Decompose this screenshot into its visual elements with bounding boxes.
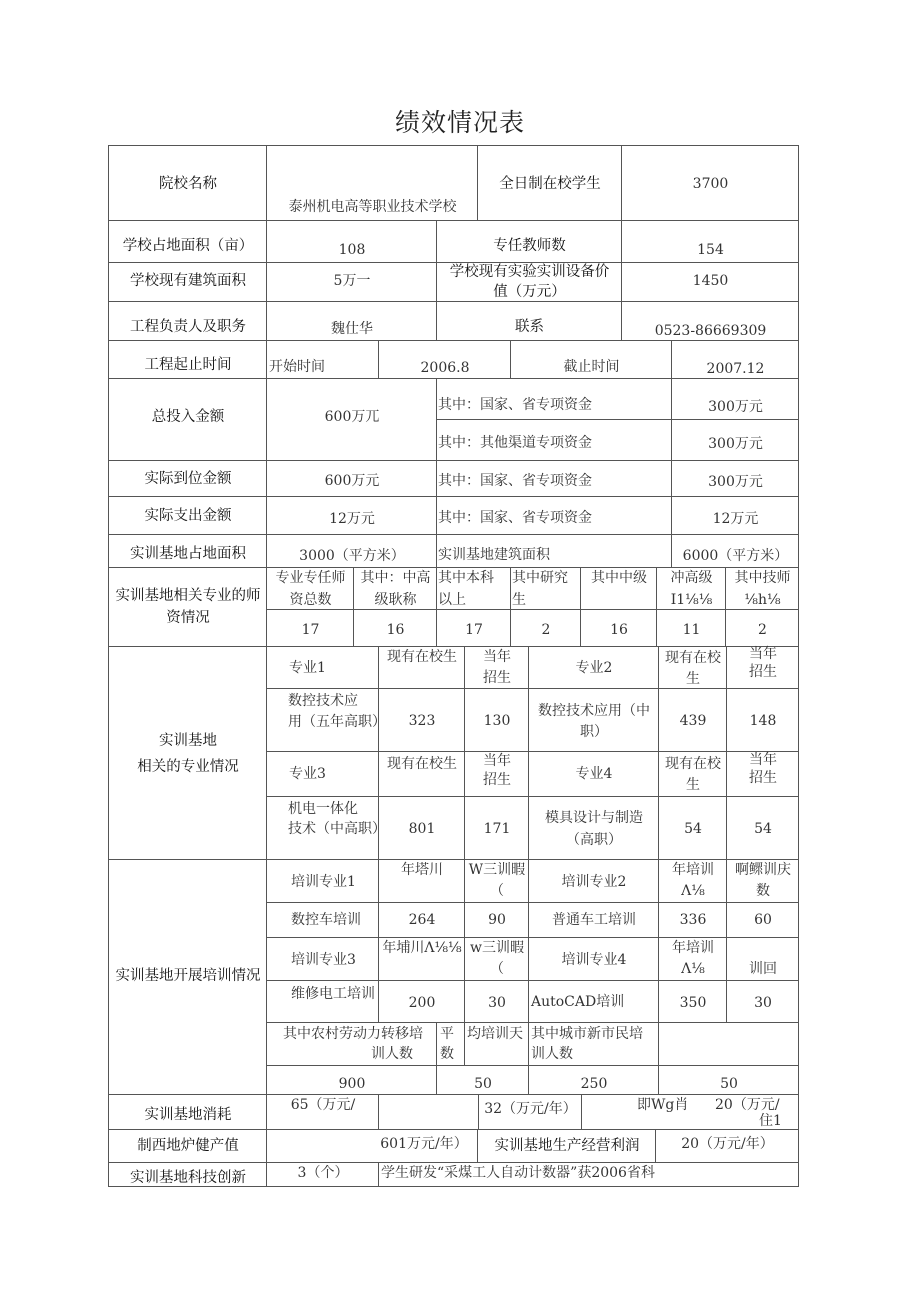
investment-sub1-value: 300万元: [708, 399, 763, 415]
base-build-label: 实训基地建筑面积: [438, 547, 550, 563]
arrived-sub-label: 其中：国家、省专项资金: [438, 473, 592, 489]
spent-sub-value: 12万元: [712, 511, 759, 527]
training-header: 年埔川Λ⅛⅛: [382, 940, 462, 956]
major-name: （高职）: [566, 832, 622, 848]
rural-value: 900: [338, 1076, 366, 1092]
end-time-label: 截止时间: [563, 359, 620, 375]
major-value: 171: [483, 821, 511, 837]
equipment-value: 1450: [692, 273, 729, 289]
land-value: 108: [338, 242, 366, 258]
land-label: 学校占地面积（亩）: [122, 238, 254, 254]
rural-label: 训人数: [371, 1046, 413, 1062]
equipment-label-2: 值（万元）: [493, 284, 566, 300]
major-header: 专业4: [575, 766, 613, 782]
major-value: 801: [408, 821, 436, 837]
training-header: 数: [756, 883, 770, 899]
major-header: 现有在校: [665, 756, 721, 772]
major-value: 54: [754, 821, 772, 837]
major-header: 当年: [749, 752, 777, 768]
faculty-header: I1⅛⅛: [670, 592, 713, 608]
period-label: 工程起止时间: [144, 357, 232, 373]
profit-value: 20（万元/年）: [681, 1136, 774, 1152]
training-label: 实训基地开展培训情况: [115, 968, 261, 984]
urban-avg-value: 50: [720, 1076, 738, 1092]
major-name: 职）: [580, 724, 608, 740]
major-header: 专业1: [289, 660, 326, 676]
faculty-header: 生: [512, 592, 526, 608]
cell: [528, 688, 659, 752]
faculty-header: 其中中级: [591, 570, 647, 586]
major-header: 招生: [749, 770, 777, 786]
major-value: 148: [749, 713, 777, 729]
innovation-label: 实训基地科技创新: [130, 1170, 246, 1186]
cell: [108, 567, 267, 647]
training-header: 年培训: [672, 862, 714, 878]
training-value: 30: [754, 995, 772, 1011]
investment-sub2-value: 300万元: [708, 436, 763, 452]
cell: [528, 796, 659, 860]
major-header: 现有在校生: [387, 756, 457, 772]
training-name: 维修电工培训: [291, 986, 375, 1002]
investment-value: 600万兀: [324, 409, 380, 425]
training-header: 培训专业2: [561, 874, 627, 890]
faculty-header: 级耿称: [374, 592, 417, 608]
cell: [658, 1022, 799, 1066]
faculty-value: 16: [610, 622, 628, 638]
faculty-value: 16: [386, 622, 405, 638]
training-value: 200: [408, 995, 436, 1011]
rural-label: 其中农村劳动力转移培: [283, 1026, 423, 1042]
faculty-value: 17: [465, 622, 483, 638]
base-area-value: 3000（平方米）: [299, 548, 405, 564]
consumption-value: 65（万元/: [290, 1097, 356, 1113]
major-name: 技术（中高职）: [288, 821, 386, 837]
faculty-header: 资总数: [289, 592, 332, 608]
training-name: AutoCAD培训: [531, 994, 625, 1010]
investment-label: 总投入金额: [151, 409, 225, 425]
major-header: 生: [686, 671, 700, 687]
avg-label: 平: [440, 1026, 454, 1042]
school-name-label: 院校名称: [159, 176, 217, 192]
consumption-value: 即Wg肖: [637, 1097, 689, 1113]
faculty-header: 专业专任师: [275, 570, 346, 586]
major-name: 机电一体化: [288, 801, 358, 817]
majors-label-1: 实训基地: [159, 733, 217, 749]
training-header: （: [490, 883, 504, 899]
output-label: 制西地炉健产值: [137, 1138, 239, 1154]
training-value: 30: [488, 995, 506, 1011]
spent-value: 12万元: [329, 511, 375, 527]
training-header: 啊鳏训庆: [735, 862, 791, 878]
base-build-value: 6000（平方米）: [682, 548, 789, 564]
training-name: 普通车工培训: [552, 912, 636, 928]
training-header: 年塔川: [401, 862, 443, 878]
faculty-label-1: 实训基地相关专业的师: [115, 588, 261, 604]
major-name: 数控技术应: [288, 693, 358, 709]
urban-label: 训人数: [531, 1046, 573, 1062]
faculty-header: 以上: [438, 592, 466, 608]
training-value: 336: [679, 912, 707, 928]
training-header: 训回: [749, 961, 777, 977]
investment-sub2-label: 其中：其他渠道专项资金: [438, 435, 592, 451]
profit-label: 实训基地生产经营利润: [494, 1138, 640, 1154]
major-header: 现有在校生: [387, 649, 457, 665]
major-header: 招生: [749, 664, 777, 680]
major-header: 当年: [483, 649, 511, 665]
major-name: 数控技术应用（中: [538, 703, 650, 719]
leader-value: 魏仕华: [331, 321, 373, 337]
faculty-header: 其中：中高: [360, 570, 431, 586]
cell: [378, 1094, 479, 1130]
training-value: 90: [488, 912, 506, 928]
training-value: 60: [754, 912, 772, 928]
performance-table: [109, 146, 800, 1187]
training-header: 年培训: [672, 940, 714, 956]
majors-label-2: 相关的专业情况: [137, 759, 239, 775]
spent-sub-label: 其中：国家、省专项资金: [438, 510, 592, 526]
training-header: Λ⅛: [681, 883, 705, 899]
urban-value: 250: [580, 1076, 608, 1092]
arrived-label: 实际到位金额: [144, 471, 232, 487]
end-time-value: 2007.12: [706, 361, 765, 377]
training-header: 培训专业4: [561, 952, 627, 968]
consumption-value: 32（万元/年）: [484, 1101, 577, 1117]
training-header: 培训专业1: [291, 874, 356, 890]
contact-label: 联系: [515, 319, 544, 335]
major-header: 当年: [483, 753, 511, 769]
building-value: 5万一: [333, 273, 371, 289]
training-header: Λ⅛: [681, 961, 705, 977]
major-value: 439: [679, 713, 707, 729]
teachers-label: 专任教师数: [493, 238, 566, 254]
urban-label: 其中城市新市民培: [531, 1026, 643, 1042]
investment-sub1-label: 其中：国家、省专项资金: [438, 397, 592, 413]
teachers-value: 154: [697, 242, 724, 258]
consumption-value: 住1: [759, 1113, 782, 1129]
major-value: 130: [483, 713, 511, 729]
major-header: 当年: [749, 646, 777, 662]
major-header: 专业2: [575, 660, 613, 676]
training-header: w三训暇: [470, 940, 524, 956]
faculty-header: 其中本科: [438, 570, 494, 586]
school-name-value: 泰州机电高等职业技术学校: [288, 199, 457, 215]
start-time-value: 2006.8: [420, 360, 470, 376]
faculty-value: 2: [541, 622, 551, 638]
building-label: 学校现有建筑面积: [130, 273, 246, 289]
major-header: 现有在校: [665, 650, 721, 666]
training-header: （: [490, 961, 504, 977]
innovation-value: 3（个）: [297, 1165, 349, 1181]
arrived-value: 600万元: [324, 473, 380, 489]
base-area-label: 实训基地占地面积: [130, 546, 246, 562]
faculty-header: 其中研究: [512, 570, 568, 586]
major-header: 招生: [483, 772, 511, 788]
avg-label: 数: [440, 1046, 454, 1062]
output-value: 601万元/年）: [380, 1136, 468, 1152]
faculty-header: 其中技师: [734, 570, 791, 586]
students-value: 3700: [692, 176, 729, 192]
faculty-value: 11: [682, 622, 701, 638]
avg-days-label: 均培训天: [467, 1026, 523, 1042]
training-header: W三训暇: [468, 862, 526, 878]
faculty-header: 冲高级: [670, 570, 713, 586]
equipment-label-1: 学校现有实验实训设备价: [449, 264, 610, 280]
cell: [108, 646, 267, 860]
training-header: 培训专业3: [291, 952, 356, 968]
major-header: 专业3: [289, 766, 326, 782]
contact-value: 0523-86669309: [654, 323, 767, 339]
training-name: 数控车培训: [291, 912, 361, 928]
consumption-label: 实训基地消耗: [144, 1107, 232, 1123]
major-header: 生: [686, 777, 700, 793]
faculty-value: 17: [301, 622, 320, 638]
consumption-value: 20（万元/: [715, 1097, 780, 1113]
innovation-desc: 学生研发“采煤工人自动计数器”获2006省科: [381, 1165, 655, 1181]
arrived-sub-value: 300万元: [708, 474, 763, 490]
spent-label: 实际支出金额: [144, 508, 232, 524]
training-value: 350: [679, 995, 707, 1011]
start-time-label: 开始时间: [269, 359, 325, 375]
major-name: 模具设计与制造: [545, 810, 643, 826]
faculty-value: 2: [758, 622, 767, 638]
avg-value: 50: [474, 1076, 492, 1092]
page-title: 绩效情况表: [394, 108, 525, 137]
major-name: 用（五年高职）: [288, 714, 386, 730]
faculty-label-2: 资情况: [166, 610, 210, 626]
major-header: 招生: [483, 670, 511, 686]
major-value: 323: [408, 713, 436, 729]
students-label: 全日制在校学生: [499, 176, 601, 192]
leader-label: 工程负责人及职务: [130, 319, 246, 335]
training-value: 264: [408, 912, 436, 928]
major-value: 54: [684, 821, 702, 837]
faculty-header: ⅛h⅛: [744, 592, 781, 608]
